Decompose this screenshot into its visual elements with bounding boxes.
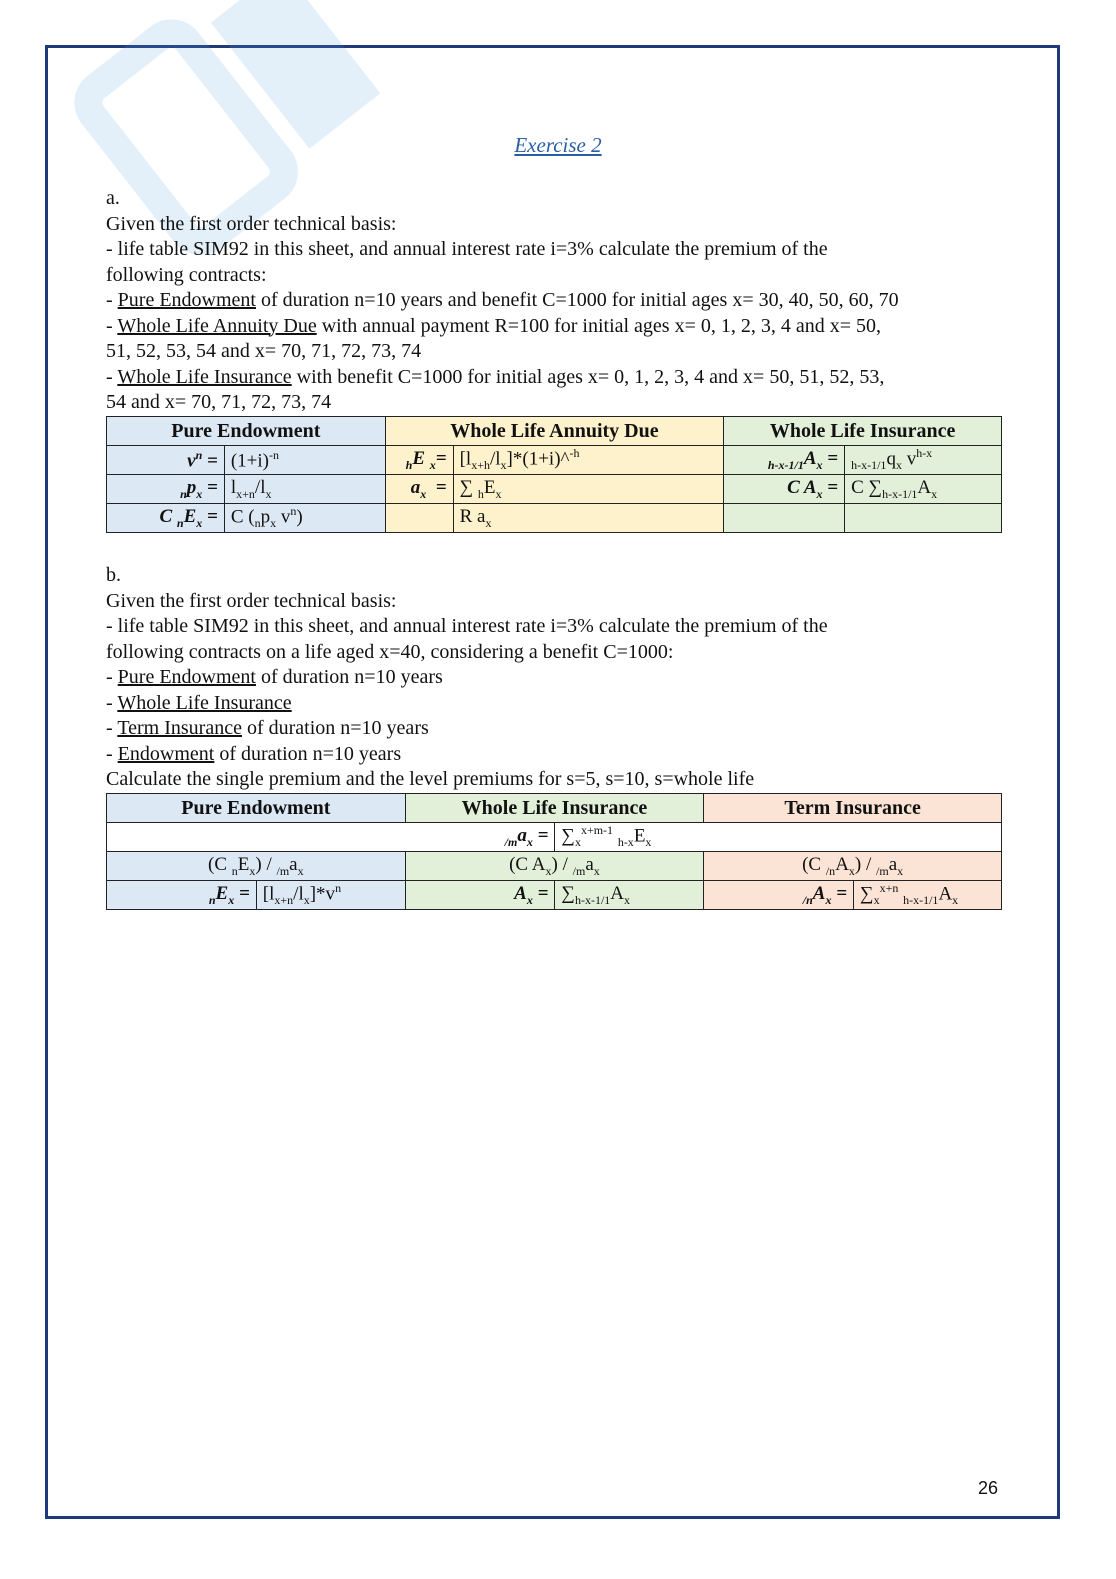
- pure-endowment-term: Pure Endowment: [117, 289, 256, 311]
- formula-cell: $\sum_x^{x+n}$ $_{h-x-1/1}A_x$: [854, 881, 1002, 910]
- formula-cell: ∑ $_hE_x$: [453, 475, 724, 504]
- formula-table-b: [106, 793, 1002, 910]
- part-a-item1: - Pure Endowment of duration n=10 years and benefit C=1000 for initial ages x= 30, 40, 50, 60, 70: [106, 289, 899, 311]
- part-a-line2: following contracts:: [106, 263, 267, 286]
- part-b-item4-rest: of duration n=10 years: [214, 742, 402, 765]
- formula-cell: $[l_{x+h}/l_x]*(1+i)\^{}^{-h}$: [453, 446, 724, 475]
- formula-cell: C $\sum_{h-x-1/1}A_x$: [845, 475, 1002, 504]
- endowment-term: Endowment: [117, 742, 215, 765]
- formula-cell: $[l_{x+n}/l_x]*v^n$: [256, 881, 405, 910]
- formula-label: $_{/m}a_x$ =: [107, 823, 555, 852]
- formula-cell: R $a_x$: [453, 504, 724, 533]
- formula-label: $A_x$ =: [405, 881, 555, 910]
- part-b-closing: Calculate the single premium and the level premiums for s=5, s=10, s=whole life: [106, 768, 755, 790]
- part-a-item2-cont: 51, 52, 53, 54 and x= 70, 71, 72, 73, 74: [106, 340, 422, 362]
- part-b-line2: following contracts on a life aged x=40, considering a benefit C=1000:: [106, 640, 674, 663]
- term-insurance-term: Term Insurance: [117, 717, 242, 739]
- annuity-due-term: Whole Life Annuity Due: [117, 314, 317, 337]
- formula-label: $_np_x$ =: [107, 475, 225, 504]
- header-whole-life-insurance: Whole Life Insurance: [405, 794, 704, 823]
- formula-label: $_nE_x$ =: [107, 881, 257, 910]
- formula-cell: (C $_{/n}A_x) / _{/m}a_x$: [704, 852, 1002, 881]
- formula-label: $_{/n}A_x$ =: [704, 881, 854, 910]
- formula-label: C $A_x$ =: [724, 475, 845, 504]
- part-a-line1: - life table SIM92 in this sheet, and annual interest rate i=3% calculate the premium of the: [106, 238, 828, 260]
- header-whole-life-insurance: Whole Life Insurance: [724, 417, 1002, 446]
- exercise-title[interactable]: Exercise 2: [514, 133, 602, 157]
- formula-cell: $(1+i)^{-n}$: [224, 446, 385, 475]
- part-a-item3-cont: 54 and x= 70, 71, 72, 73, 74: [106, 391, 332, 413]
- part-b-item1-rest: of duration n=10 years: [255, 666, 443, 688]
- header-term-insurance: Term Insurance: [704, 794, 1002, 823]
- empty-cell: [724, 504, 845, 533]
- part-a-item1-rest: of duration n=10 years and benefit C=1000 for initial ages x= 30, 40, 50, 60, 70: [255, 289, 899, 311]
- formula-cell: $\sum_x^{x+m-1}$ $_{h-x}E_x$: [555, 823, 1002, 852]
- part-b-label: b.: [106, 564, 121, 586]
- part-a-intro: Given the first order technical basis:: [106, 212, 397, 235]
- part-a-item2-rest: with annual payment R=100 for initial ages x= 0, 1, 2, 3, 4 and x= 50,: [316, 314, 882, 337]
- formula-cell: $_{h-x-1/1}q_x$ $v^{h-x}$: [845, 446, 1002, 475]
- part-b-item3-rest: of duration n=10 years: [241, 717, 429, 739]
- formula-table-a: [106, 416, 1002, 533]
- formula-label: $a_x$ =: [385, 475, 453, 504]
- part-b-item4: - Endowment of duration n=10 years: [106, 742, 402, 765]
- formula-label: $_{h-x-1/1}A_x$ =: [724, 446, 845, 475]
- header-pure-endowment: Pure Endowment: [107, 794, 406, 823]
- whole-life-insurance-term: Whole Life Insurance: [117, 691, 292, 714]
- part-a-item3-rest: with benefit C=1000 for initial ages x= 0, 1, 2, 3, 4 and x= 50, 51, 52, 53,: [291, 365, 885, 388]
- part-b-text: [106, 563, 1016, 793]
- formula-label: C $_nE_x$ =: [107, 504, 225, 533]
- part-a-label: a.: [106, 187, 120, 209]
- part-a-item3: - Whole Life Insurance with benefit C=1000 for initial ages x= 0, 1, 2, 3, 4 and x= 50, 51, 52, 53,: [106, 365, 885, 388]
- formula-cell: $l_{x+n}/l_x$: [224, 475, 385, 504]
- part-b-item2: - Whole Life Insurance: [106, 691, 292, 714]
- formula-label: $v^n$ =: [107, 446, 225, 475]
- formula-label: $_h$E $_x$=: [385, 446, 453, 475]
- part-b-item1: - Pure Endowment of duration n=10 years: [106, 666, 443, 688]
- pure-endowment-term: Pure Endowment: [117, 666, 256, 688]
- part-b-item3: - Term Insurance of duration n=10 years: [106, 717, 429, 739]
- empty-cell: [845, 504, 1002, 533]
- part-b-line1: - life table SIM92 in this sheet, and annual interest rate i=3% calculate the premium of the: [106, 615, 828, 637]
- part-a-text: [106, 186, 1016, 416]
- formula-cell: C ($_np_x$ $v^n$): [224, 504, 385, 533]
- part-b-intro: Given the first order technical basis:: [106, 589, 397, 612]
- empty-cell: [385, 504, 453, 533]
- header-pure-endowment: Pure Endowment: [107, 417, 386, 446]
- page-number: 26: [978, 1478, 999, 1498]
- formula-cell: (C $A_x) / _{/m}a_x$: [405, 852, 704, 881]
- header-annuity-due: Whole Life Annuity Due: [385, 417, 724, 446]
- formula-cell: (C $_nE_x) / _{/m}a_x$: [107, 852, 406, 881]
- whole-life-insurance-term: Whole Life Insurance: [117, 365, 292, 388]
- formula-cell: $\sum_{h-x-1/1}A_x$: [555, 881, 704, 910]
- part-a-item2: - Whole Life Annuity Due with annual payment R=100 for initial ages x= 0, 1, 2, 3, 4 and x= 50,: [106, 314, 882, 337]
